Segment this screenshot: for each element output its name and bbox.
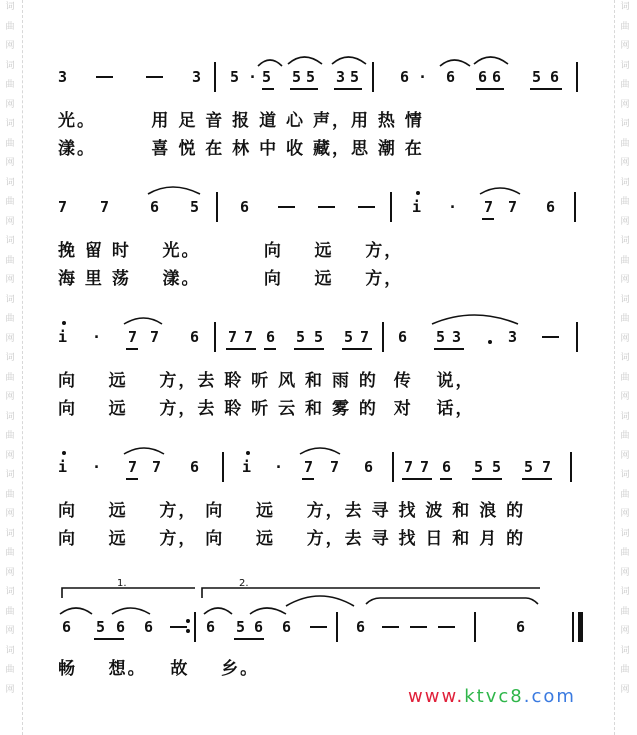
notation-row-1: 3 3 5 · 5 5 5 3 5 6 · 6 6 6 5 6 — [0, 62, 637, 92]
lyric-row-3-verse-2: 向 远 方，去 聆 听 云 和 雾 的 对 话， — [58, 399, 475, 419]
site-logo[interactable] — [408, 686, 576, 707]
notation-row-5: 6 5 6 6 6 5 6 6 6 6 — [0, 612, 637, 642]
lyric-row-4-verse-1: 向 远 方， 向 远 方，去 寻 找 波 和 浪 的 — [58, 501, 526, 521]
logo-part-2: ktvc8 — [464, 686, 524, 707]
logo-part-1: www. — [408, 686, 465, 707]
lyric-row-3-verse-1: 向 远 方，去 聆 听 风 和 雨 的 传 说， — [58, 371, 475, 391]
watermark-text: 词曲网词曲网词曲网词曲网词曲网词曲网词曲网词曲网词曲网词曲网词曲网词曲网 — [5, 2, 15, 695]
lyric-row-5: 畅 想。 故 乡。 — [58, 659, 260, 679]
lyric-row-1-verse-2: 漾。 喜 悦 在 林 中 收 藏，思 潮 在 — [58, 139, 424, 159]
logo-part-3: .com — [523, 686, 576, 707]
lyric-row-1-verse-1: 光。 用 足 音 报 道 心 声，用 热 情 — [58, 111, 424, 131]
notation-row-4: i · 7 7 6 i · 7 7 6 7 7 6 5 5 5 7 — [0, 452, 637, 482]
notation-row-3: i · 7 7 6 7 7 6 5 5 5 7 6 5 3 3 — [0, 322, 637, 352]
lyric-row-2-verse-2: 海 里 荡 漾。 向 远 方， — [58, 269, 404, 289]
volta-first-label: 1. — [117, 578, 127, 589]
watermark-text: 词曲网词曲网词曲网词曲网词曲网词曲网词曲网词曲网词曲网词曲网词曲网词曲网 — [620, 2, 630, 695]
volta-second-label: 2. — [239, 578, 249, 589]
lyric-row-2-verse-1: 挽 留 时 光。 向 远 方， — [58, 241, 404, 261]
lyric-row-4-verse-2: 向 远 方， 向 远 方，去 寻 找 日 和 月 的 — [58, 529, 526, 549]
notation-row-2: 7 7 6 5 6 i · 7 7 6 — [0, 192, 637, 222]
